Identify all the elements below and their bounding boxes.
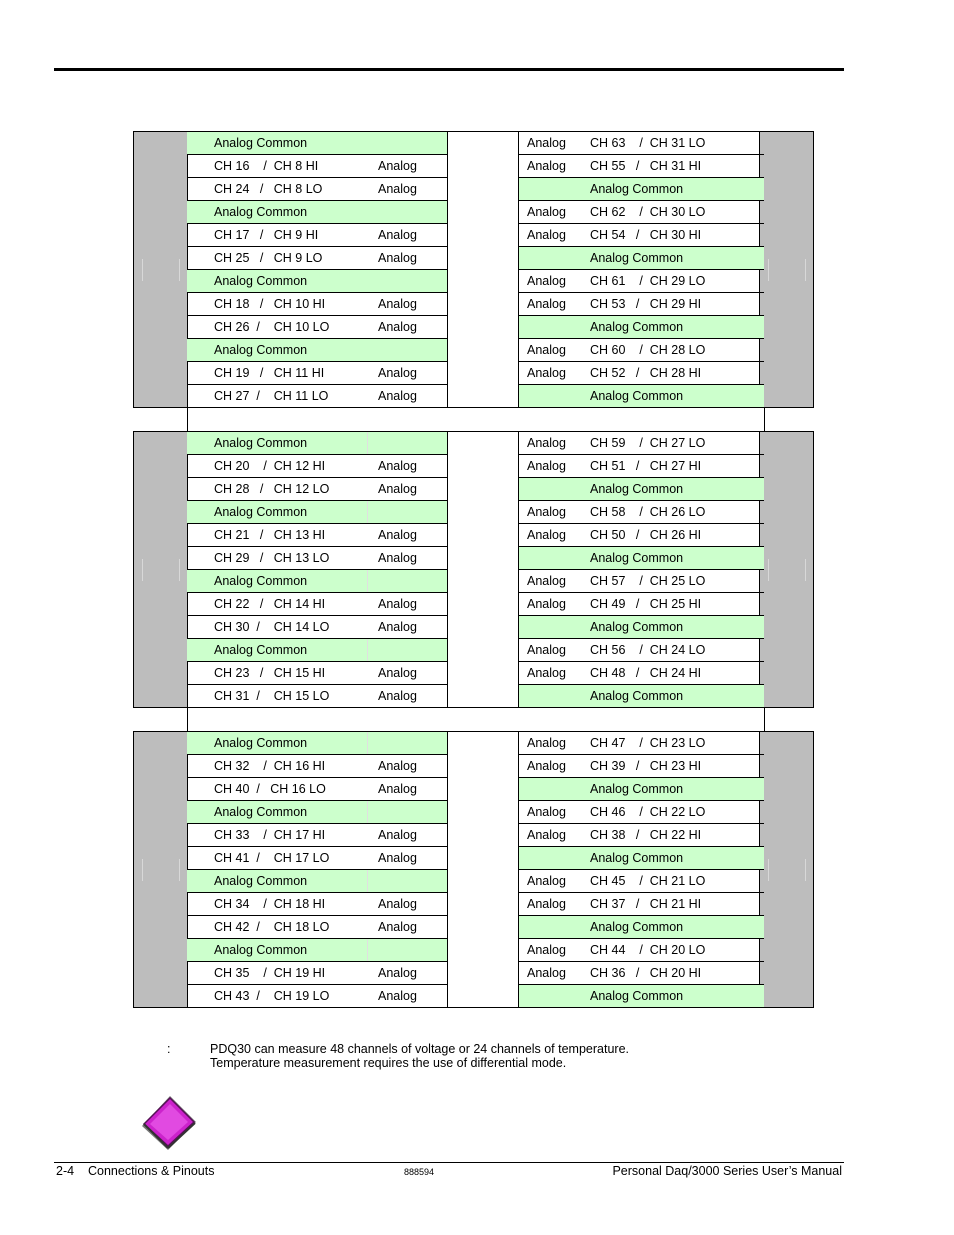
left-connector-bar bbox=[134, 132, 188, 407]
right-pin-cell bbox=[518, 547, 764, 570]
right-pin-cell bbox=[518, 385, 764, 408]
left-signal-label: Analog bbox=[378, 251, 417, 265]
left-channel-label: CH 43 / CH 19 LO bbox=[214, 989, 330, 1003]
right-channel-label: Analog Common bbox=[590, 320, 684, 334]
pinout-block bbox=[133, 731, 814, 1008]
left-channel-label: CH 20 / CH 12 HI bbox=[214, 459, 326, 473]
cell-divider bbox=[367, 570, 368, 592]
table-row bbox=[187, 985, 763, 1008]
left-pin-cell bbox=[187, 939, 448, 962]
right-channel-label: Analog Common bbox=[590, 251, 684, 265]
connector-mark bbox=[768, 859, 806, 881]
right-channel-label: CH 38 / CH 22 HI bbox=[590, 828, 702, 842]
left-channel-label: CH 16 / CH 8 HI bbox=[214, 159, 319, 173]
table-row bbox=[187, 339, 763, 362]
left-pin-cell bbox=[187, 478, 448, 501]
right-channel-label: CH 44 / CH 20 LO bbox=[590, 943, 706, 957]
pinout-rows bbox=[187, 432, 763, 708]
right-pin-cell bbox=[518, 893, 764, 916]
right-pin-cell bbox=[518, 501, 764, 524]
table-row bbox=[187, 685, 763, 708]
right-channel-label: CH 39 / CH 23 HI bbox=[590, 759, 702, 773]
right-channel-label: Analog Common bbox=[590, 620, 684, 634]
left-pin-cell bbox=[187, 501, 448, 524]
connector-mark bbox=[768, 559, 806, 581]
right-pin-cell bbox=[518, 524, 764, 547]
right-channel-label: CH 57 / CH 25 LO bbox=[590, 574, 706, 588]
left-channel-label: Analog Common bbox=[214, 736, 308, 750]
table-row bbox=[187, 362, 763, 385]
right-channel-label: CH 63 / CH 31 LO bbox=[590, 136, 706, 150]
right-pin-cell bbox=[518, 201, 764, 224]
right-signal-label: Analog bbox=[527, 736, 566, 750]
left-pin-cell bbox=[187, 755, 448, 778]
table-row bbox=[187, 155, 763, 178]
left-signal-label: Analog bbox=[378, 389, 417, 403]
right-pin-cell bbox=[518, 224, 764, 247]
right-pin-cell bbox=[518, 155, 764, 178]
right-channel-label: CH 49 / CH 25 HI bbox=[590, 597, 702, 611]
left-channel-label: Analog Common bbox=[214, 436, 308, 450]
right-pin-cell bbox=[518, 824, 764, 847]
table-row bbox=[187, 893, 763, 916]
left-channel-label: CH 25 / CH 9 LO bbox=[214, 251, 323, 265]
connector-mark bbox=[142, 559, 180, 581]
block-gap bbox=[187, 408, 765, 431]
right-channel-label: Analog Common bbox=[590, 851, 684, 865]
right-signal-label: Analog bbox=[527, 459, 566, 473]
right-channel-label: CH 59 / CH 27 LO bbox=[590, 436, 706, 450]
left-channel-label: CH 42 / CH 18 LO bbox=[214, 920, 330, 934]
left-channel-label: Analog Common bbox=[214, 874, 308, 888]
right-pin-cell bbox=[518, 847, 764, 870]
left-channel-label: Analog Common bbox=[214, 574, 308, 588]
right-signal-label: Analog bbox=[527, 805, 566, 819]
header-rule bbox=[54, 68, 844, 71]
left-pin-cell bbox=[187, 570, 448, 593]
left-signal-label: Analog bbox=[378, 782, 417, 796]
right-pin-cell bbox=[518, 916, 764, 939]
left-pin-cell bbox=[187, 662, 448, 685]
left-channel-label: Analog Common bbox=[214, 643, 308, 657]
left-pin-cell bbox=[187, 547, 448, 570]
left-channel-label: CH 18 / CH 10 HI bbox=[214, 297, 326, 311]
left-channel-label: Analog Common bbox=[214, 805, 308, 819]
left-channel-label: Analog Common bbox=[214, 943, 308, 957]
footer-section: Connections & Pinouts bbox=[88, 1164, 215, 1178]
cell-divider bbox=[367, 801, 368, 823]
left-pin-cell bbox=[187, 155, 448, 178]
left-channel-label: CH 23 / CH 15 HI bbox=[214, 666, 326, 680]
table-row bbox=[187, 547, 763, 570]
right-channel-label: CH 52 / CH 28 HI bbox=[590, 366, 702, 380]
left-channel-label: CH 24 / CH 8 LO bbox=[214, 182, 323, 196]
table-row bbox=[187, 662, 763, 685]
table-row bbox=[187, 801, 763, 824]
left-channel-label: CH 40 / CH 16 LO bbox=[214, 782, 326, 796]
right-signal-label: Analog bbox=[527, 874, 566, 888]
table-row bbox=[187, 962, 763, 985]
left-pin-cell bbox=[187, 316, 448, 339]
note-line-1: PDQ30 can measure 48 channels of voltage or 24 channels of temperature. bbox=[210, 1042, 630, 1056]
right-signal-label: Analog bbox=[527, 343, 566, 357]
right-channel-label: Analog Common bbox=[590, 689, 684, 703]
table-row bbox=[187, 132, 763, 155]
left-pin-cell bbox=[187, 847, 448, 870]
left-channel-label: CH 41 / CH 17 LO bbox=[214, 851, 330, 865]
cell-divider bbox=[367, 939, 368, 961]
right-channel-label: Analog Common bbox=[590, 182, 684, 196]
pinout-block bbox=[133, 431, 814, 708]
left-channel-label: CH 34 / CH 18 HI bbox=[214, 897, 326, 911]
right-channel-label: Analog Common bbox=[590, 551, 684, 565]
right-channel-label: CH 45 / CH 21 LO bbox=[590, 874, 706, 888]
right-connector-bar bbox=[759, 132, 813, 407]
note-line-2: Temperature measurement requires the use of differential mode. bbox=[210, 1056, 567, 1070]
left-channel-label: CH 26 / CH 10 LO bbox=[214, 320, 330, 334]
cell-divider bbox=[367, 639, 368, 661]
connector-mark bbox=[142, 259, 180, 281]
left-channel-label: CH 35 / CH 19 HI bbox=[214, 966, 326, 980]
right-signal-label: Analog bbox=[527, 666, 566, 680]
left-pin-cell bbox=[187, 593, 448, 616]
right-pin-cell bbox=[518, 316, 764, 339]
left-signal-label: Analog bbox=[378, 459, 417, 473]
left-signal-label: Analog bbox=[378, 620, 417, 634]
right-channel-label: CH 60 / CH 28 LO bbox=[590, 343, 706, 357]
right-pin-cell bbox=[518, 732, 764, 755]
left-signal-label: Analog bbox=[378, 528, 417, 542]
left-signal-label: Analog bbox=[378, 920, 417, 934]
left-pin-cell bbox=[187, 385, 448, 408]
right-signal-label: Analog bbox=[527, 943, 566, 957]
left-pin-cell bbox=[187, 339, 448, 362]
right-pin-cell bbox=[518, 593, 764, 616]
left-pin-cell bbox=[187, 132, 448, 155]
pinout-rows bbox=[187, 732, 763, 1008]
footer-manual-title: Personal Daq/3000 Series User’s Manual bbox=[612, 1164, 842, 1178]
right-signal-label: Analog bbox=[527, 228, 566, 242]
right-pin-cell bbox=[518, 639, 764, 662]
right-pin-cell bbox=[518, 570, 764, 593]
footer-rule bbox=[54, 1162, 844, 1163]
right-pin-cell bbox=[518, 616, 764, 639]
left-pin-cell bbox=[187, 362, 448, 385]
right-signal-label: Analog bbox=[527, 597, 566, 611]
left-signal-label: Analog bbox=[378, 828, 417, 842]
right-signal-label: Analog bbox=[527, 366, 566, 380]
cell-divider bbox=[367, 432, 368, 454]
right-channel-label: CH 62 / CH 30 LO bbox=[590, 205, 706, 219]
left-signal-label: Analog bbox=[378, 366, 417, 380]
right-signal-label: Analog bbox=[527, 505, 566, 519]
left-pin-cell bbox=[187, 824, 448, 847]
table-row bbox=[187, 270, 763, 293]
left-pin-cell bbox=[187, 916, 448, 939]
left-signal-label: Analog bbox=[378, 159, 417, 173]
right-pin-cell bbox=[518, 870, 764, 893]
right-pin-cell bbox=[518, 685, 764, 708]
right-channel-label: CH 47 / CH 23 LO bbox=[590, 736, 706, 750]
right-pin-cell bbox=[518, 662, 764, 685]
left-pin-cell bbox=[187, 985, 448, 1008]
left-pin-cell bbox=[187, 732, 448, 755]
left-channel-label: CH 27 / CH 11 LO bbox=[214, 389, 329, 403]
left-signal-label: Analog bbox=[378, 666, 417, 680]
pinout-rows bbox=[187, 132, 763, 408]
right-signal-label: Analog bbox=[527, 828, 566, 842]
left-channel-label: CH 17 / CH 9 HI bbox=[214, 228, 319, 242]
right-channel-label: CH 37 / CH 21 HI bbox=[590, 897, 702, 911]
right-channel-label: CH 53 / CH 29 HI bbox=[590, 297, 702, 311]
table-row bbox=[187, 478, 763, 501]
left-channel-label: CH 22 / CH 14 HI bbox=[214, 597, 326, 611]
connector-mark bbox=[142, 859, 180, 881]
left-signal-label: Analog bbox=[378, 851, 417, 865]
right-pin-cell bbox=[518, 293, 764, 316]
left-pin-cell bbox=[187, 293, 448, 316]
left-pin-cell bbox=[187, 870, 448, 893]
table-row bbox=[187, 385, 763, 408]
left-pin-cell bbox=[187, 616, 448, 639]
table-row bbox=[187, 616, 763, 639]
left-pin-cell bbox=[187, 893, 448, 916]
block-gap bbox=[187, 708, 765, 731]
right-signal-label: Analog bbox=[527, 297, 566, 311]
table-row bbox=[187, 524, 763, 547]
right-channel-label: CH 54 / CH 30 HI bbox=[590, 228, 702, 242]
footer-page-number: 2-4 bbox=[56, 1164, 75, 1178]
right-channel-label: CH 36 / CH 20 HI bbox=[590, 966, 702, 980]
table-row bbox=[187, 501, 763, 524]
table-row bbox=[187, 870, 763, 893]
right-pin-cell bbox=[518, 962, 764, 985]
table-row bbox=[187, 639, 763, 662]
pinout-block bbox=[133, 131, 814, 408]
left-pin-cell bbox=[187, 432, 448, 455]
left-connector-bar bbox=[134, 732, 188, 1007]
left-signal-label: Analog bbox=[378, 897, 417, 911]
table-row bbox=[187, 778, 763, 801]
table-row bbox=[187, 178, 763, 201]
reference-book-icon bbox=[138, 1092, 200, 1152]
right-signal-label: Analog bbox=[527, 274, 566, 288]
right-channel-label: Analog Common bbox=[590, 782, 684, 796]
left-channel-label: CH 31 / CH 15 LO bbox=[214, 689, 330, 703]
left-signal-label: Analog bbox=[378, 551, 417, 565]
right-signal-label: Analog bbox=[527, 897, 566, 911]
left-channel-label: Analog Common bbox=[214, 205, 308, 219]
left-signal-label: Analog bbox=[378, 759, 417, 773]
right-channel-label: Analog Common bbox=[590, 389, 684, 403]
right-pin-cell bbox=[518, 801, 764, 824]
left-pin-cell bbox=[187, 639, 448, 662]
right-pin-cell bbox=[518, 778, 764, 801]
left-signal-label: Analog bbox=[378, 297, 417, 311]
left-pin-cell bbox=[187, 685, 448, 708]
table-row bbox=[187, 755, 763, 778]
left-channel-label: CH 21 / CH 13 HI bbox=[214, 528, 326, 542]
left-channel-label: CH 19 / CH 11 HI bbox=[214, 366, 325, 380]
right-signal-label: Analog bbox=[527, 643, 566, 657]
left-pin-cell bbox=[187, 778, 448, 801]
left-pin-cell bbox=[187, 224, 448, 247]
right-pin-cell bbox=[518, 432, 764, 455]
right-connector-bar bbox=[759, 732, 813, 1007]
table-row bbox=[187, 455, 763, 478]
table-row bbox=[187, 847, 763, 870]
note-colon: : bbox=[167, 1042, 171, 1056]
right-connector-bar bbox=[759, 432, 813, 707]
left-pin-cell bbox=[187, 178, 448, 201]
table-row bbox=[187, 570, 763, 593]
footer-doc-number: 888594 bbox=[404, 1167, 435, 1177]
left-signal-label: Analog bbox=[378, 689, 417, 703]
left-channel-label: Analog Common bbox=[214, 274, 308, 288]
left-signal-label: Analog bbox=[378, 966, 417, 980]
left-channel-label: CH 30 / CH 14 LO bbox=[214, 620, 330, 634]
right-signal-label: Analog bbox=[527, 574, 566, 588]
left-channel-label: Analog Common bbox=[214, 505, 308, 519]
left-channel-label: CH 29 / CH 13 LO bbox=[214, 551, 330, 565]
table-row bbox=[187, 201, 763, 224]
left-signal-label: Analog bbox=[378, 597, 417, 611]
right-channel-label: CH 46 / CH 22 LO bbox=[590, 805, 706, 819]
right-channel-label: CH 48 / CH 24 HI bbox=[590, 666, 702, 680]
right-pin-cell bbox=[518, 339, 764, 362]
cell-divider bbox=[367, 732, 368, 754]
cell-divider bbox=[367, 501, 368, 523]
right-pin-cell bbox=[518, 985, 764, 1008]
left-channel-label: CH 33 / CH 17 HI bbox=[214, 828, 326, 842]
left-channel-label: Analog Common bbox=[214, 136, 308, 150]
right-pin-cell bbox=[518, 362, 764, 385]
right-channel-label: CH 50 / CH 26 HI bbox=[590, 528, 702, 542]
table-row bbox=[187, 593, 763, 616]
right-pin-cell bbox=[518, 247, 764, 270]
left-pin-cell bbox=[187, 524, 448, 547]
right-pin-cell bbox=[518, 132, 764, 155]
left-signal-label: Analog bbox=[378, 320, 417, 334]
left-pin-cell bbox=[187, 201, 448, 224]
left-signal-label: Analog bbox=[378, 989, 417, 1003]
right-channel-label: CH 61 / CH 29 LO bbox=[590, 274, 706, 288]
connector-mark bbox=[768, 259, 806, 281]
table-row bbox=[187, 247, 763, 270]
right-signal-label: Analog bbox=[527, 436, 566, 450]
left-channel-label: CH 28 / CH 12 LO bbox=[214, 482, 330, 496]
left-pin-cell bbox=[187, 270, 448, 293]
right-channel-label: CH 58 / CH 26 LO bbox=[590, 505, 706, 519]
right-channel-label: CH 51 / CH 27 HI bbox=[590, 459, 702, 473]
cell-divider bbox=[367, 870, 368, 892]
left-signal-label: Analog bbox=[378, 228, 417, 242]
right-signal-label: Analog bbox=[527, 159, 566, 173]
left-channel-label: CH 32 / CH 16 HI bbox=[214, 759, 326, 773]
table-row bbox=[187, 824, 763, 847]
right-channel-label: CH 56 / CH 24 LO bbox=[590, 643, 706, 657]
right-channel-label: Analog Common bbox=[590, 482, 684, 496]
right-pin-cell bbox=[518, 478, 764, 501]
right-pin-cell bbox=[518, 178, 764, 201]
left-pin-cell bbox=[187, 801, 448, 824]
right-channel-label: Analog Common bbox=[590, 920, 684, 934]
table-row bbox=[187, 316, 763, 339]
right-channel-label: CH 55 / CH 31 HI bbox=[590, 159, 702, 173]
right-pin-cell bbox=[518, 939, 764, 962]
right-signal-label: Analog bbox=[527, 205, 566, 219]
right-signal-label: Analog bbox=[527, 528, 566, 542]
table-row bbox=[187, 432, 763, 455]
left-connector-bar bbox=[134, 432, 188, 707]
left-pin-cell bbox=[187, 962, 448, 985]
table-row bbox=[187, 916, 763, 939]
right-signal-label: Analog bbox=[527, 136, 566, 150]
left-pin-cell bbox=[187, 247, 448, 270]
right-signal-label: Analog bbox=[527, 966, 566, 980]
left-channel-label: Analog Common bbox=[214, 343, 308, 357]
table-row bbox=[187, 293, 763, 316]
table-row bbox=[187, 939, 763, 962]
left-signal-label: Analog bbox=[378, 182, 417, 196]
right-pin-cell bbox=[518, 455, 764, 478]
left-pin-cell bbox=[187, 455, 448, 478]
left-signal-label: Analog bbox=[378, 482, 417, 496]
right-pin-cell bbox=[518, 755, 764, 778]
right-channel-label: Analog Common bbox=[590, 989, 684, 1003]
right-pin-cell bbox=[518, 270, 764, 293]
right-signal-label: Analog bbox=[527, 759, 566, 773]
table-row bbox=[187, 732, 763, 755]
table-row bbox=[187, 224, 763, 247]
